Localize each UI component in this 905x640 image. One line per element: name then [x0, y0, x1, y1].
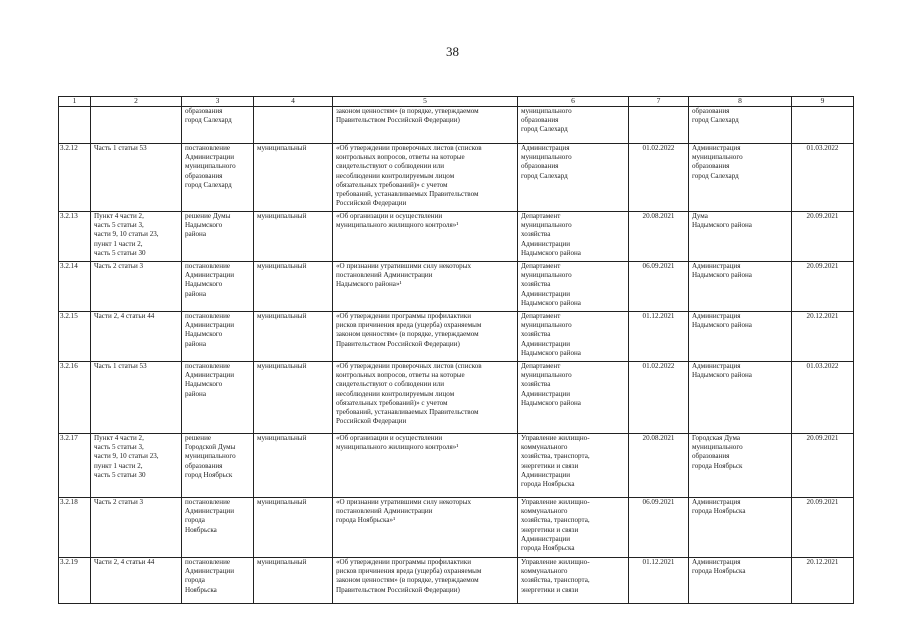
- document-level: муниципальный: [257, 498, 307, 506]
- row-number-cell: [59, 362, 91, 434]
- table-row: [59, 498, 854, 558]
- document-level-cell: [254, 262, 333, 312]
- article-reference: Часть 1 статьи 53: [94, 362, 147, 370]
- document-title-cell: [333, 262, 518, 312]
- responsible-department: Администрация муниципального образования город Салехард: [521, 144, 572, 180]
- column-header: 2: [91, 97, 182, 107]
- responsible-department-cell: [518, 362, 629, 434]
- document-title: «Об организации и осуществлении муниципального жилищного контроля»¹: [336, 434, 459, 452]
- responsible-department: Департамент муниципального хозяйства Администрации Надымского района: [521, 212, 581, 257]
- adoption-date-cell: [792, 362, 854, 434]
- document-level: муниципальный: [257, 312, 307, 320]
- responsible-department-cell: [518, 107, 629, 144]
- adopting-body: Администрация муниципального образования город Салехард: [692, 144, 743, 180]
- row-number-cell: [59, 107, 91, 144]
- row-number-cell: [59, 312, 91, 362]
- row-number: 3.2.18: [60, 498, 78, 506]
- document-type-cell: [182, 498, 254, 558]
- adopting-body-cell: [689, 144, 792, 212]
- document-title: «О признании утратившими силу некоторых постановлений Администрации Надымского района»¹: [336, 262, 472, 289]
- draft-date: 20.08.2021: [642, 212, 675, 220]
- document-type-cell: [182, 107, 254, 144]
- adoption-date: 01.03.2022: [806, 144, 839, 152]
- document-type: решение Думы Надымского района: [185, 212, 231, 239]
- article-reference: Пункт 4 части 2, часть 5 статьи 3, части 9, 10 статьи 23, пункт 1 части 2, часть 5 статьи 30: [94, 212, 159, 257]
- adopting-body: Городская Дума муниципального образования города Ноябрьск: [692, 434, 743, 470]
- adoption-date: 20.12.2021: [806, 558, 839, 566]
- article-reference-cell: [91, 558, 182, 604]
- document-title: законом ценностям» (в порядке, утверждаемом Правительством Российской Федерации): [336, 107, 479, 125]
- row-number-cell: [59, 262, 91, 312]
- draft-date-cell: [629, 107, 689, 144]
- document-title: «Об утверждении программы профилактики рисков причинения вреда (ущерба) охраняемым законом ценностям» (в порядке, утверждаемом Правительством Российской Федерации): [336, 312, 482, 348]
- responsible-department-cell: [518, 558, 629, 604]
- table-row: [59, 144, 854, 212]
- column-header: 9: [792, 97, 854, 107]
- document-level-cell: [254, 107, 333, 144]
- adopting-body: Администрация Надымского района: [692, 262, 752, 280]
- document-title-cell: [333, 434, 518, 498]
- draft-date: 06.09.2021: [642, 262, 675, 270]
- document-title: «Об утверждении программы профилактики рисков причинения вреда (ущерба) охраняемым законом ценностям» (в порядке, утверждаемом Правительством Российской Федерации): [336, 558, 482, 594]
- draft-date: 01.12.2021: [642, 312, 675, 320]
- draft-date-cell: [629, 312, 689, 362]
- responsible-department: Управление жилищно- коммунального хозяйства, транспорта, энергетики и связи Администрации города Ноябрьска: [521, 434, 590, 489]
- document-title: «Об утверждении проверочных листов (списков контрольных вопросов, ответы на которые свидетельствуют о соблюдении или несоблюдении контролируемым лицом обязательных требований)» с учетом требований, устанавливаемых Правительством Российской Федерации: [336, 144, 482, 208]
- responsible-department-cell: [518, 144, 629, 212]
- article-reference: Часть 2 статьи 3: [94, 498, 144, 506]
- document-level-cell: [254, 144, 333, 212]
- responsible-department: Департамент муниципального хозяйства Администрации Надымского района: [521, 362, 581, 407]
- document-level: муниципальный: [257, 144, 307, 152]
- adopting-body-cell: [689, 212, 792, 262]
- responsible-department: Департамент муниципального хозяйства Администрации Надымского района: [521, 312, 581, 357]
- row-number: 3.2.19: [60, 558, 78, 566]
- document-title: «Об утверждении проверочных листов (списков контрольных вопросов, ответы на которые свидетельствуют о соблюдении или несоблюдении контролируемым лицом обязательных требований)» с учетом требований, устанавливаемых Правительством Российской Федерации: [336, 362, 482, 426]
- adoption-date: 20.09.2021: [806, 262, 839, 270]
- article-reference-cell: [91, 498, 182, 558]
- draft-date-cell: [629, 434, 689, 498]
- table-row: [59, 212, 854, 262]
- row-number-cell: [59, 498, 91, 558]
- article-reference: Часть 2 статьи 3: [94, 262, 144, 270]
- adopting-body-cell: [689, 262, 792, 312]
- adopting-body: образования город Салехард: [692, 107, 739, 125]
- document-type: постановление Администрации Надымского района: [185, 312, 235, 348]
- responsible-department: Департамент муниципального хозяйства Администрации Надымского района: [521, 262, 581, 307]
- document-type: постановление Администрации города Ноябрьска: [185, 498, 235, 534]
- document-type-cell: [182, 362, 254, 434]
- adoption-date-cell: [792, 144, 854, 212]
- column-header: 5: [333, 97, 518, 107]
- adopting-body-cell: [689, 498, 792, 558]
- responsible-department-cell: [518, 312, 629, 362]
- article-reference-cell: [91, 212, 182, 262]
- article-reference: Часть 1 статьи 53: [94, 144, 147, 152]
- document-level-cell: [254, 312, 333, 362]
- document-title-cell: [333, 144, 518, 212]
- adoption-date-cell: [792, 262, 854, 312]
- document-type-cell: [182, 434, 254, 498]
- table-row: [59, 362, 854, 434]
- table-row: [59, 107, 854, 144]
- responsible-department: Управление жилищно- коммунального хозяйства, транспорта, энергетики и связи: [521, 558, 590, 594]
- column-header: 4: [254, 97, 333, 107]
- table-row: [59, 558, 854, 604]
- adopting-body-cell: [689, 434, 792, 498]
- column-header: 3: [182, 97, 254, 107]
- responsible-department-cell: [518, 262, 629, 312]
- adoption-date: 20.09.2021: [806, 434, 839, 442]
- draft-date-cell: [629, 144, 689, 212]
- column-header: 7: [629, 97, 689, 107]
- adopting-body-cell: [689, 312, 792, 362]
- table-row: [59, 262, 854, 312]
- document-type: постановление Администрации Надымского района: [185, 362, 235, 398]
- article-reference-cell: [91, 362, 182, 434]
- responsible-department-cell: [518, 498, 629, 558]
- document-type: постановление Администрации города Ноябрьска: [185, 558, 235, 594]
- responsible-department-cell: [518, 212, 629, 262]
- document-type-cell: [182, 144, 254, 212]
- adoption-date: 20.12.2021: [806, 312, 839, 320]
- document-title: «О признании утратившими силу некоторых постановлений Администрации города Ноябрьска»¹: [336, 498, 472, 525]
- draft-date: 01.12.2021: [642, 558, 675, 566]
- draft-date: 06.09.2021: [642, 498, 675, 506]
- column-header: 8: [689, 97, 792, 107]
- column-header: 6: [518, 97, 629, 107]
- adoption-date-cell: [792, 212, 854, 262]
- document-level-cell: [254, 434, 333, 498]
- adopting-body-cell: [689, 558, 792, 604]
- column-header: 1: [59, 97, 91, 107]
- table-header-row: [59, 97, 854, 107]
- article-reference-cell: [91, 434, 182, 498]
- document-type: постановление Администрации Надымского района: [185, 262, 235, 298]
- draft-date: 20.08.2021: [642, 434, 675, 442]
- adoption-date: 01.03.2022: [806, 362, 839, 370]
- page-number: 38: [446, 44, 459, 59]
- document-type: постановление Администрации муниципального образования город Салехард: [185, 144, 236, 189]
- draft-date-cell: [629, 498, 689, 558]
- document-title: «Об организации и осуществлении муниципального жилищного контроля»¹: [336, 212, 459, 230]
- adoption-date-cell: [792, 498, 854, 558]
- adoption-date-cell: [792, 558, 854, 604]
- adoption-date-cell: [792, 434, 854, 498]
- document-table: [58, 96, 854, 604]
- draft-date-cell: [629, 558, 689, 604]
- adopting-body: Администрация Надымского района: [692, 312, 752, 330]
- responsible-department-cell: [518, 434, 629, 498]
- adopting-body-cell: [689, 362, 792, 434]
- article-reference-cell: [91, 144, 182, 212]
- adoption-date: 20.09.2021: [806, 498, 839, 506]
- row-number: 3.2.17: [60, 434, 78, 442]
- document-level: муниципальный: [257, 362, 307, 370]
- article-reference-cell: [91, 107, 182, 144]
- row-number: 3.2.14: [60, 262, 78, 270]
- adopting-body: Дума Надымского района: [692, 212, 752, 230]
- draft-date: 01.02.2022: [642, 362, 675, 370]
- document-type: образования город Салехард: [185, 107, 232, 125]
- document-type-cell: [182, 262, 254, 312]
- row-number: 3.2.13: [60, 212, 78, 220]
- draft-date-cell: [629, 212, 689, 262]
- document-level: муниципальный: [257, 434, 307, 442]
- document-level-cell: [254, 498, 333, 558]
- adopting-body: Администрация Надымского района: [692, 362, 752, 380]
- responsible-department: Управление жилищно- коммунального хозяйства, транспорта, энергетики и связи Администрации города Ноябрьска: [521, 498, 590, 553]
- draft-date-cell: [629, 262, 689, 312]
- responsible-department: муниципального образования город Салехард: [521, 107, 572, 134]
- adoption-date-cell: [792, 312, 854, 362]
- row-number-cell: [59, 434, 91, 498]
- document-level: муниципальный: [257, 262, 307, 270]
- row-number: 3.2.15: [60, 312, 78, 320]
- document-level-cell: [254, 212, 333, 262]
- document-type-cell: [182, 212, 254, 262]
- document-level-cell: [254, 558, 333, 604]
- document-title-cell: [333, 107, 518, 144]
- document-type-cell: [182, 312, 254, 362]
- draft-date-cell: [629, 362, 689, 434]
- row-number: 3.2.16: [60, 362, 78, 370]
- document-title-cell: [333, 362, 518, 434]
- article-reference: Пункт 4 части 2, часть 5 статьи 3, части 9, 10 статьи 23, пункт 1 части 2, часть 5 статьи 30: [94, 434, 159, 479]
- article-reference: Части 2, 4 статьи 44: [94, 312, 155, 320]
- adopting-body-cell: [689, 107, 792, 144]
- row-number-cell: [59, 144, 91, 212]
- document-title-cell: [333, 558, 518, 604]
- row-number-cell: [59, 212, 91, 262]
- row-number: 3.2.12: [60, 144, 78, 152]
- table-row: [59, 312, 854, 362]
- draft-date: 01.02.2022: [642, 144, 675, 152]
- table-row: [59, 434, 854, 498]
- adoption-date-cell: [792, 107, 854, 144]
- document-type: решение Городской Думы муниципального образования город Ноябрьск: [185, 434, 236, 479]
- article-reference-cell: [91, 262, 182, 312]
- document-level: муниципальный: [257, 558, 307, 566]
- document-title-cell: [333, 212, 518, 262]
- article-reference: Части 2, 4 статьи 44: [94, 558, 155, 566]
- document-title-cell: [333, 312, 518, 362]
- row-number-cell: [59, 558, 91, 604]
- adoption-date: 20.09.2021: [806, 212, 839, 220]
- document-level: муниципальный: [257, 212, 307, 220]
- adopting-body: Администрация города Ноябрьска: [692, 558, 746, 576]
- adopting-body: Администрация города Ноябрьска: [692, 498, 746, 516]
- document-type-cell: [182, 558, 254, 604]
- article-reference-cell: [91, 312, 182, 362]
- document-title-cell: [333, 498, 518, 558]
- document-level-cell: [254, 362, 333, 434]
